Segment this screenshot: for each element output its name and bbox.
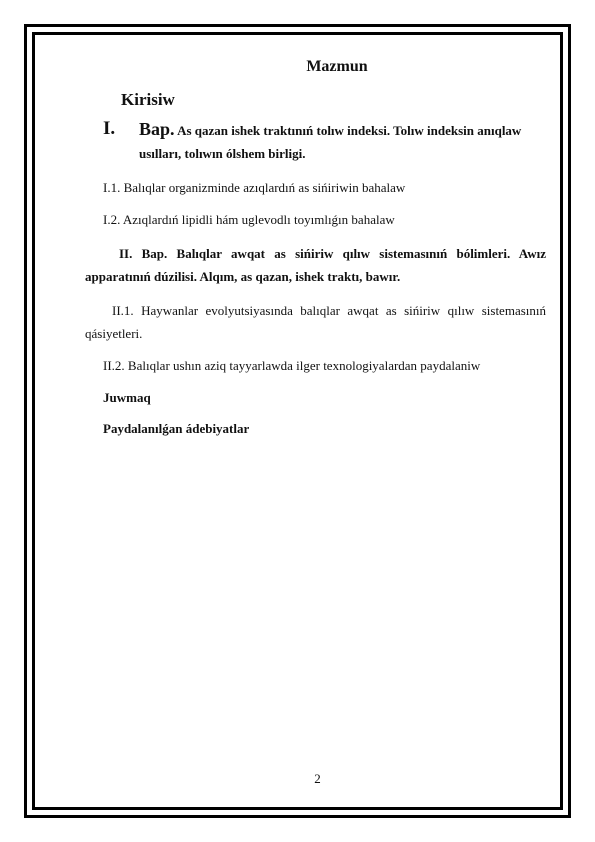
chapter-1-heading-continued: usılları, tolıwın ólshem birligi. bbox=[139, 146, 306, 161]
chapter-1-numeral: I. bbox=[103, 118, 116, 139]
toc-item-1-1: I.1. Balıqlar organizminde azıqlardıń as sińiriwin bahalaw bbox=[103, 180, 406, 195]
toc-item-2-1: II.1. Haywanlar evolyutsiyasında balıqlar awqat as sińiriw qılıw sistemasınıń qásiyetleri. bbox=[85, 303, 546, 341]
chapter-1-heading-text: As qazan ishek traktınıń tolıw indeksi. Tolıw indeksin anıqlaw bbox=[174, 123, 522, 138]
chapter-1-bap-label: Bap. bbox=[139, 119, 175, 139]
conclusion-heading: Juwmaq bbox=[103, 390, 151, 405]
chapter-2-heading: II. Bap. Balıqlar awqat as sińiriw qılıw sistemasınıń bólimleri. Awız apparatınıń dúzilisi. Alqım, as qazan, ishek traktı, bawır. bbox=[85, 246, 546, 284]
references-heading: Paydalanılǵan ádebiyatlar bbox=[103, 421, 250, 436]
toc-item-1-2: I.2. Azıqlardıń lipidli hám uglevodlı toyımlıǵın bahalaw bbox=[103, 212, 395, 227]
toc-item-2-2: II.2. Balıqlar ushın aziq tayyarlawda ilger texnologiyalardan paydalaniw bbox=[103, 358, 481, 373]
page-number: 2 bbox=[314, 771, 321, 786]
chapter-1-heading bbox=[139, 119, 521, 140]
intro-heading: Kirisiw bbox=[121, 90, 175, 109]
page-title: Mazmun bbox=[306, 58, 368, 75]
